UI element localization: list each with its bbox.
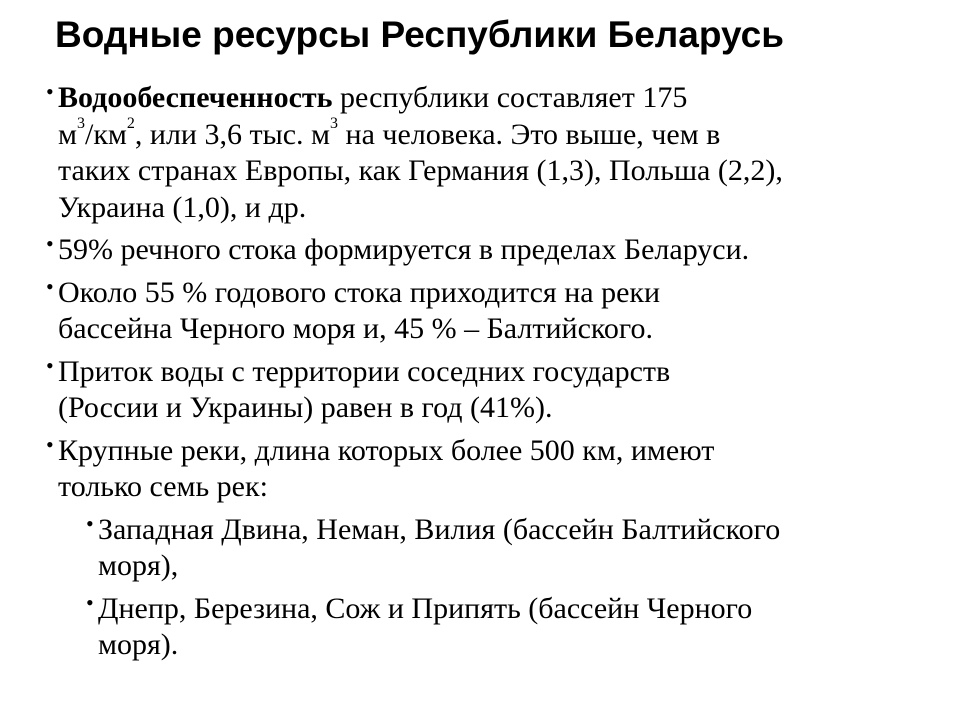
text-line: моря). (98, 628, 179, 661)
text-line: Около 55 % годового стока приходится на реки (58, 275, 661, 309)
text: , или 3,6 тыс. м (134, 117, 331, 151)
bullet-inflow (46, 354, 946, 427)
bullet-water-supply (46, 80, 946, 226)
text-line: таких странах Европы, как Германия (1,3), Польша (2,2), (58, 154, 783, 187)
text-line: 59% речного стока формируется в пределах Беларуси. (58, 233, 750, 266)
bullet-icon: • (46, 231, 54, 256)
text-line: Украина (1,0), и др. (58, 190, 307, 224)
bullet-icon: • (46, 79, 54, 104)
slide-title: Водные ресурсы Республики Беларусь (55, 14, 784, 55)
text: республики составляет 175 (332, 81, 688, 114)
bullet-icon: • (86, 589, 94, 615)
bullet-basins (46, 275, 946, 348)
slide-body (46, 80, 946, 670)
bullet-icon: • (46, 431, 54, 457)
text-line: бассейна Черного моря и, 45 % – Балтийского. (58, 312, 653, 345)
bullet-river-flow (46, 232, 946, 269)
text: /км (84, 117, 127, 151)
bullet-large-rivers (46, 433, 946, 506)
text-line (58, 114, 946, 154)
text-line: только семь рек: (58, 470, 268, 503)
text-line (58, 80, 946, 117)
text-line: Западная Двина, Неман, Вилия (бассейн Балтийского (98, 512, 781, 546)
superscript: 3 (76, 114, 85, 132)
sub-bullet-baltic (86, 512, 946, 585)
text-line: (России и Украины) равен в год (41%). (58, 391, 553, 424)
bullet-icon: • (46, 273, 54, 299)
text-line: Днепр, Березина, Сож и Припять (бассейн Черного (98, 591, 753, 625)
text: на человека. Это выше, чем в (338, 117, 721, 151)
text: м (58, 117, 77, 151)
text-line: моря), (98, 549, 179, 582)
text-line: Приток воды с территории соседних государств (58, 354, 671, 388)
bullet-icon: • (86, 510, 94, 536)
text-line: Крупные реки, длина которых более 500 км, имеют (58, 433, 715, 467)
sub-bullet-black-sea (86, 591, 946, 664)
superscript: 3 (330, 114, 339, 132)
bullet-icon: • (46, 352, 54, 378)
superscript: 2 (126, 114, 135, 132)
bold-term: Водообеспеченность (58, 81, 333, 114)
